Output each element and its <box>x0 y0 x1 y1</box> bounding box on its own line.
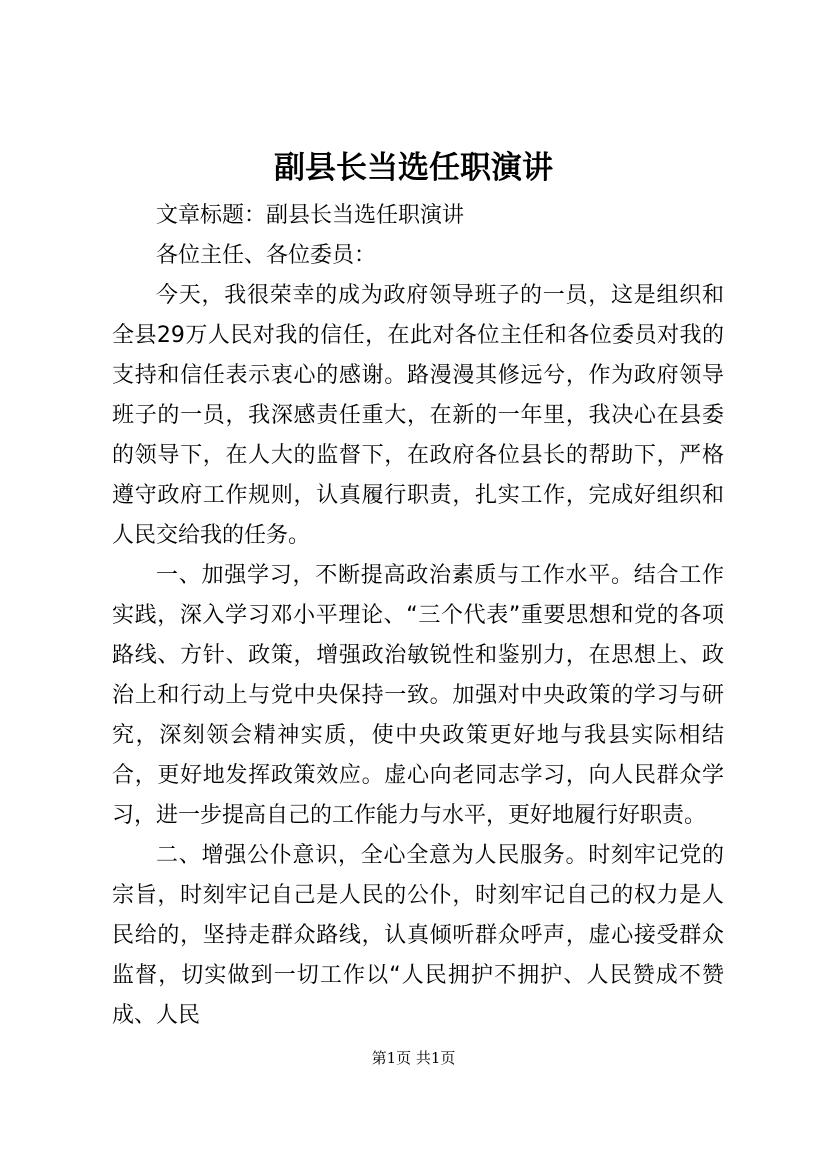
document-title: 副县长当选任职演讲 <box>274 150 553 186</box>
article-title-line: 文章标题：副县长当选任职演讲 <box>156 203 465 228</box>
body-paragraph-point-2: 二、增强公仆意识，全心全意为人民服务。时刻牢记党的宗旨，时刻牢记自己是人民的公仆，时刻牢记自己的权力是人民给的，坚持走群众路线，认真倾听群众呼声，虚心接受群众监督，切实做到一切工作以“人民拥护不拥护、人民赞成不赞成、人民 <box>112 843 724 1028</box>
body-paragraph-intro: 今天，我很荣幸的成为政府领导班子的一员，这是组织和全县29万人民对我的信任，在此对各位主任和各位委员对我的支持和信任表示衷心的感谢。路漫漫其修远兮，作为政府领导班子的一员，我深感责任重大，在新的一年里，我决心在县委的领导下，在人大的监督下，在政府各位县长的帮助下，严格遵守政府工作规则，认真履行职责，扎实工作，完成好组织和人民交给我的任务。 <box>112 283 724 548</box>
salutation: 各位主任、各位委员： <box>156 243 377 268</box>
page-footer: 第1页 共1页 <box>371 1049 456 1067</box>
body-paragraph-point-1: 一、加强学习，不断提高政治素质与工作水平。结合工作实践，深入学习邓小平理论、“三个代表”重要思想和党的各项路线、方针、政策，增强政治敏锐性和鉴别力，在思想上、政治上和行动上与党中央保持一致。加强对中央政策的学习与研究，深刻领会精神实质，使中央政策更好地与我县实际相结合，更好地发挥政策效应。虚心向老同志学习，向人民群众学习，进一步提高自己的工作能力与水平，更好地履行好职责。 <box>112 563 724 828</box>
document-body <box>112 196 724 1036</box>
